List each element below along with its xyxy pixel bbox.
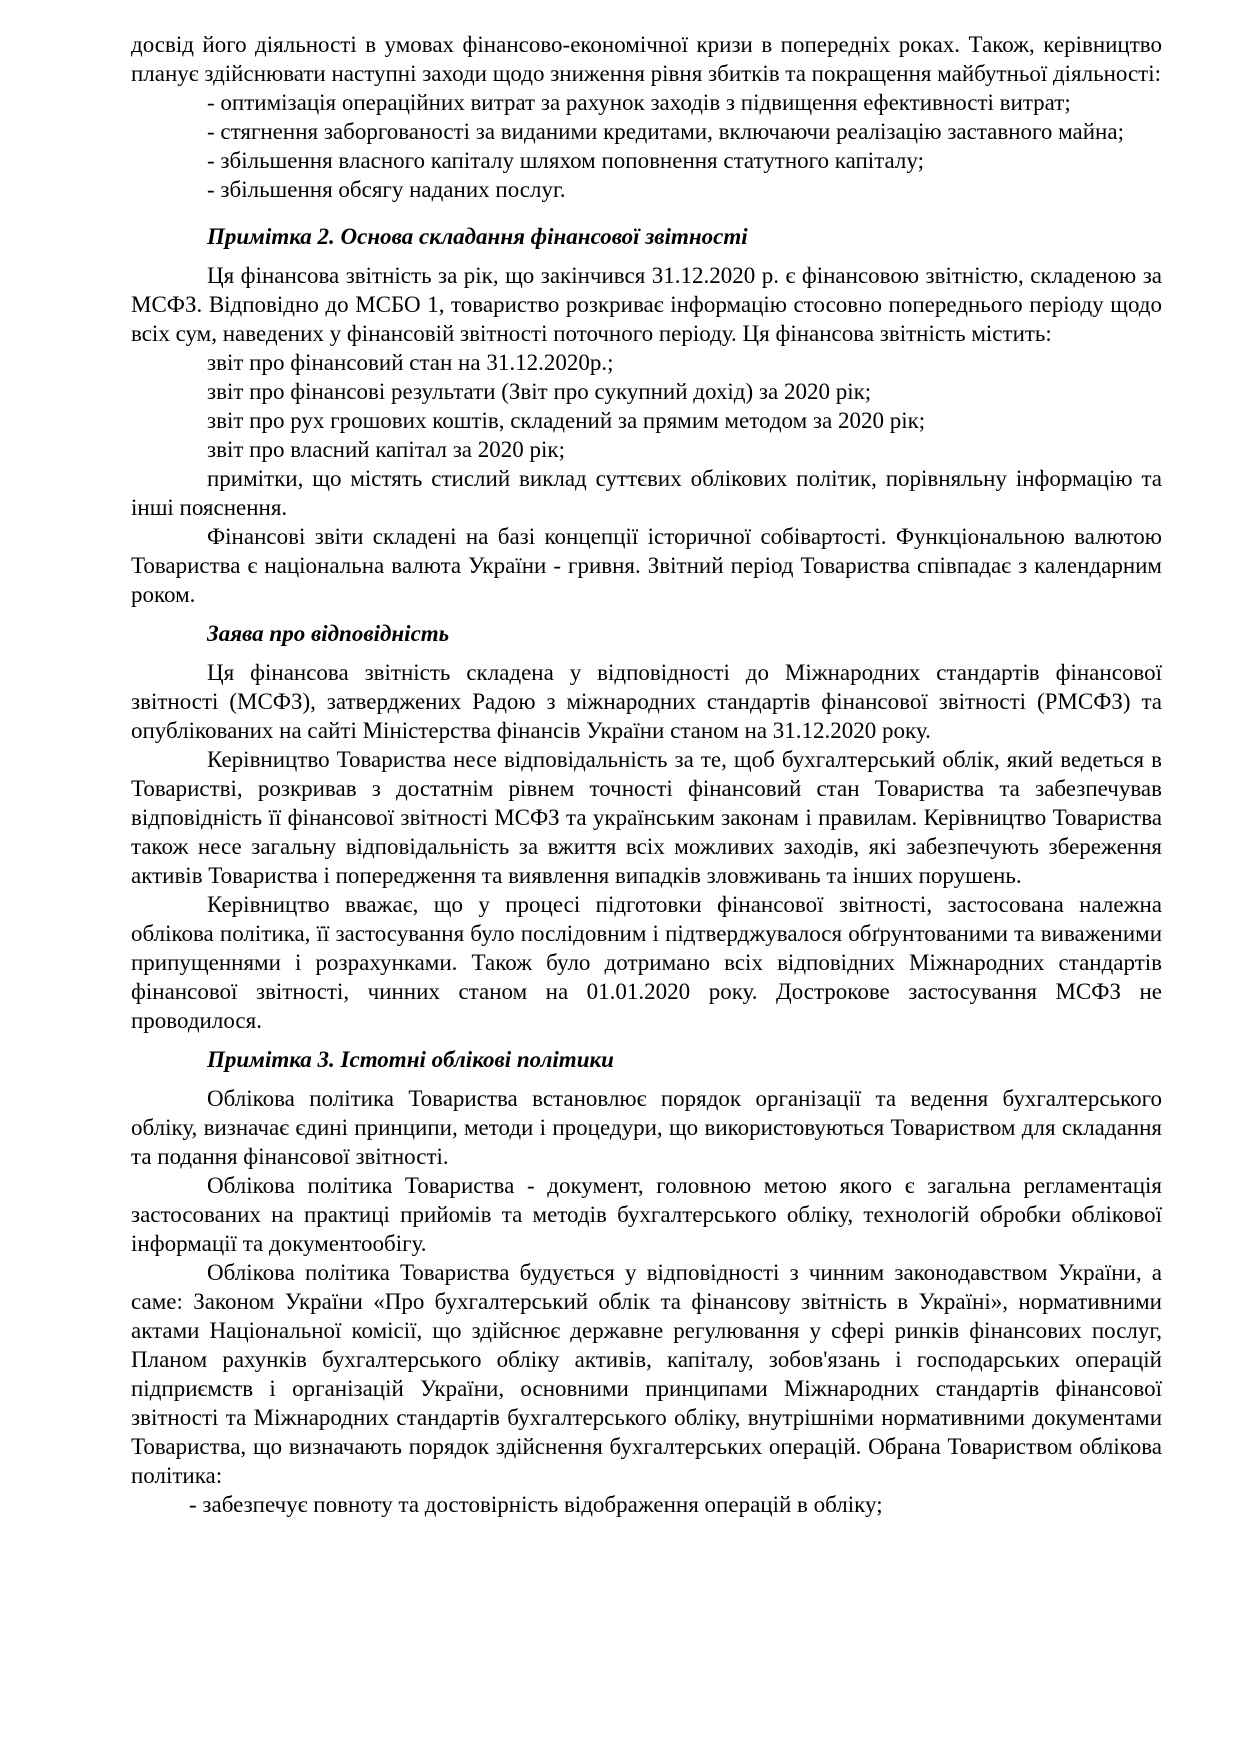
note3-bullet: - забезпечує повноту та достовірність відображення операцій в обліку;: [189, 1492, 883, 1517]
intro-bullet: - збільшення власного капіталу шляхом поповнення статутного капіталу;: [207, 148, 924, 173]
note3-paragraph: Облікова політика Товариства - документ, головною метою якого є загальна регламентація застосованих на практиці прийомів та методів бухгалтерського обліку, технологій обробки облікової інформації та документообігу.: [131, 1173, 1162, 1256]
intro-bullet: - збільшення обсягу наданих послуг.: [207, 177, 566, 202]
compliance-paragraph: Керівництво вважає, що у процесі підготовки фінансової звітності, застосована належна облікова політика, її застосування було послідовним і підтверджувалося обґрунтованими та виваженими припущеннями і розрахунками. Також було дотримано всіх відповідних Міжнародних стандартів фінансової звітності, чинних станом на 01.01.2020 року. Дострокове застосування МСФЗ не проводилося.: [131, 892, 1162, 1033]
compliance-paragraph: Ця фінансова звітність складена у відповідності до Міжнародних стандартів фінансової звітності (МСФЗ), затверджених Радою з міжнародних стандартів фінансової звітності (РМСФЗ) та опублікованих на сайті Міністерства фінансів України станом на 31.12.2020 року.: [131, 660, 1162, 743]
note3-heading: Примітка 3. Істотні облікові політики: [207, 1047, 614, 1072]
compliance-paragraph: Керівництво Товариства несе відповідальність за те, щоб бухгалтерський облік, який ведеться в Товаристві, розкривав з достатнім рівнем точності фінансовий стан Товариства та забезпечував відповідність її фінансової звітності МСФЗ та українським законам і правилам. Керівництво Товариства також несе загальну відповідальність за вжиття всіх можливих заходів, які забезпечують збереження активів Товариства і попередження та виявлення випадків зловживань та інших порушень.: [131, 747, 1162, 888]
note2-list-item: звіт про фінансовий стан на 31.12.2020р.;: [207, 350, 614, 375]
compliance-heading: Заява про відповідність: [207, 621, 450, 646]
intro-paragraph: досвід його діяльності в умовах фінансово-економічної кризи в попередніх роках. Також, керівництво планує здійснювати наступні заходи щодо зниження рівня збитків та покращення майбутньої діяльності:: [131, 32, 1162, 86]
document-page: [131, 30, 1162, 1519]
intro-bullet: - стягнення заборгованості за виданими кредитами, включаючи реалізацію заставного майна;: [207, 119, 1124, 144]
note2-list-item: звіт про фінансові результати (Звіт про сукупний дохід) за 2020 рік;: [207, 379, 872, 404]
note3-paragraph: Облікова політика Товариства встановлює порядок організації та ведення бухгалтерського обліку, визначає єдині принципи, методи і процедури, що використовуються Товариством для складання та подання фінансової звітності.: [131, 1086, 1162, 1169]
note2-paragraph: Фінансові звіти складені на базі концепції історичної собівартості. Функціональною валютою Товариства є національна валюта України - гривня. Звітний період Товариства співпадає з календарним роком.: [131, 524, 1162, 607]
note2-list-item: звіт про рух грошових коштів, складений за прямим методом за 2020 рік;: [207, 408, 926, 433]
note2-list-item: звіт про власний капітал за 2020 рік;: [207, 437, 565, 462]
note3-paragraph: Облікова політика Товариства будується у відповідності з чинним законодавством України, а саме: Законом України «Про бухгалтерський облік та фінансову звітність в Україні», нормативними актами Національної комісії, що здійснює державне регулювання у сфері ринків фінансових послуг, Планом рахунків бухгалтерського обліку активів, капіталу, зобов'язань і господарських операцій підприємств і організацій України, основними принципами Міжнародних стандартів фінансової звітності та Міжнародних стандартів бухгалтерського обліку, внутрішніми нормативними документами Товариства, що визначають порядок здійснення бухгалтерських операцій. Обрана Товариством облікова політика:: [131, 1260, 1162, 1488]
note2-heading: Примітка 2. Основа складання фінансової звітності: [207, 224, 748, 249]
note2-list-item: примітки, що містять стислий виклад суттєвих облікових політик, порівняльну інформацію та інші пояснення.: [131, 466, 1162, 520]
note2-paragraph: Ця фінансова звітність за рік, що закінчився 31.12.2020 р. є фінансовою звітністю, складеною за МСФЗ. Відповідно до МСБО 1, товариство розкриває інформацію стосовно попереднього періоду щодо всіх сум, наведених у фінансовій звітності поточного періоду. Ця фінансова звітність містить:: [131, 263, 1162, 346]
intro-bullet: - оптимізація операційних витрат за рахунок заходів з підвищення ефективності витрат;: [207, 90, 1071, 115]
